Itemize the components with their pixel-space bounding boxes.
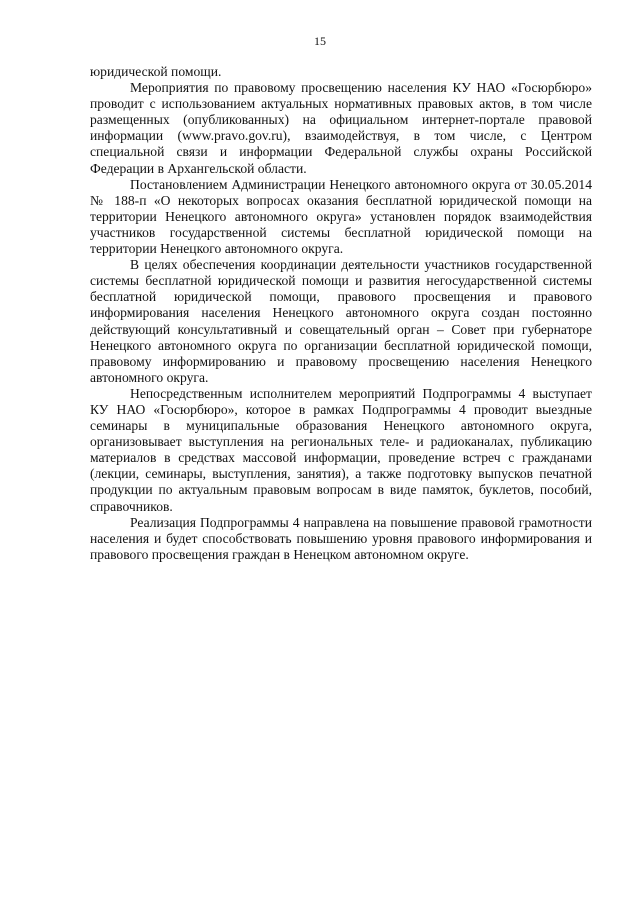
paragraph-executor: Непосредственным исполнителем мероприятий Подпрограммы 4 выступает КУ НАО «Госюрбюро», которое в рамках Подпрограммы 4 проводит выездные семинары в муниципальные образования Ненецкого автономного округа, организовывает выступления на региональных теле- и радиоканалах, публикацию материалов в средствах массовой информации, проведение встреч с гражданами (лекции, семинары, выступления, занятия), а также подготовку выпусков печатной продукции по актуальным правовым вопросам в виде памяток, буклетов, пособий, справочников. <box>90 385 592 514</box>
paragraph-legal-education-events: Мероприятия по правовому просвещению населения КУ НАО «Госюрбюро» проводит с использованием актуальных нормативных правовых актов, в том числе размещенных (опубликованных) на официальном интернет-портале правовой информации (www.pravo.gov.ru), взаимодействуя, в том числе, с Центром специальной связи и информации Федеральной службы охраны Российской Федерации в Архангельской области. <box>90 80 592 176</box>
paragraph-coordination-council: В целях обеспечения координации деятельности участников государственной системы бесплатной юридической помощи и развития негосударственной системы бесплатной юридической помощи, правового просвещения и правового информирования населения Ненецкого автономного округа создан постоянно действующий консультативный и совещательный орган – Совет при губернаторе Ненецкого автономного округа по организации бесплатной юридической помощи, правовому информированию и правовому просвещению населения Ненецкого автономного округа. <box>90 257 592 385</box>
paragraph-implementation-goal: Реализация Подпрограммы 4 направлена на повышение правовой грамотности населения и будет способствовать повышению уровня правового информирования и правового просвещения граждан в Ненецком автономном округе. <box>90 514 592 562</box>
page-number: 15 <box>314 34 326 48</box>
paragraph-continuation: юридической помощи. <box>90 64 222 79</box>
document-body <box>90 64 592 563</box>
paragraph-resolution: Постановлением Администрации Ненецкого автономного округа от 30.05.2014 № 188-п «О некоторых вопросах оказания бесплатной юридической помощи на территории Ненецкого автономного округа» установлен порядок взаимодействия участников государственной системы бесплатной юридической помощи на территории Ненецкого автономного округа. <box>90 176 592 257</box>
